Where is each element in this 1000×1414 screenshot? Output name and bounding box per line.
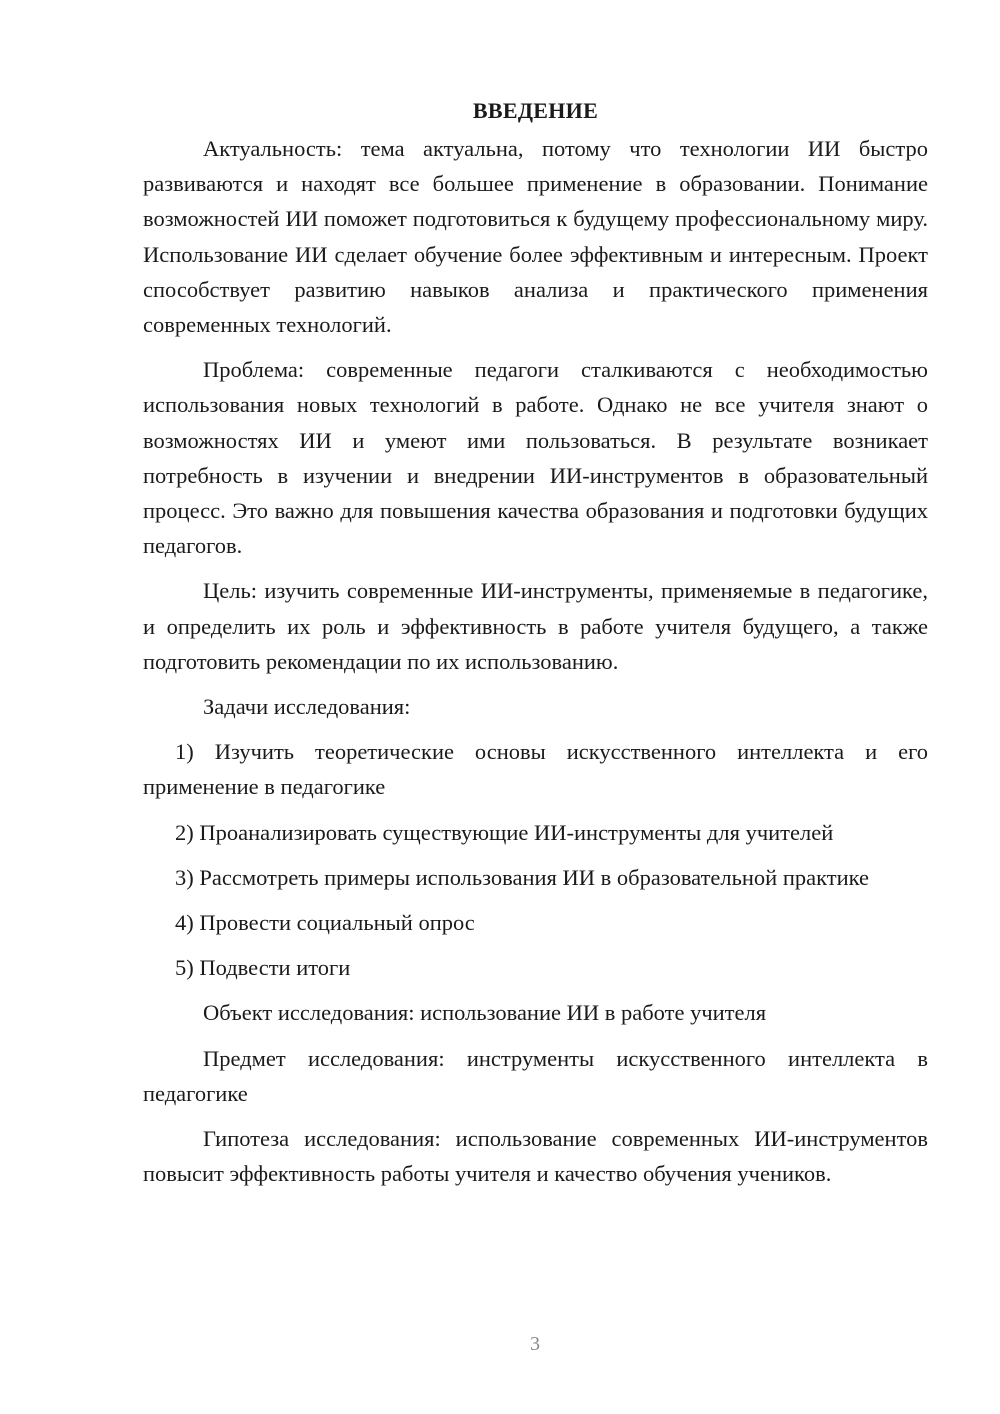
paragraph-problem: Проблема: современные педагоги сталкиваются с необходимостью использования новых технологий в работе. Однако не все учителя знают о возможностях ИИ и умеют ими пользоваться. В результате возникает потребность в изучении и внедрении ИИ-инструментов в образовательный процесс. Это важно для повышения качества образования и подготовки будущих педагогов. bbox=[143, 357, 928, 559]
document-page bbox=[143, 95, 928, 1201]
list-item: 2) Проанализировать существующие ИИ-инструменты для учителей bbox=[175, 819, 834, 845]
list-item: 4) Провести социальный опрос bbox=[175, 910, 475, 936]
paragraph-subject: Предмет исследования: инструменты искусственного интеллекта в педагогике bbox=[143, 1045, 928, 1106]
list-item: 5) Подвести итоги bbox=[175, 955, 351, 981]
tasks-heading: Задачи исследования: bbox=[203, 694, 411, 720]
list-item: 1) Изучить теоретические основы искусственного интеллекта и его применение в педагогике bbox=[143, 739, 928, 800]
paragraph-object: Объект исследования: использование ИИ в работе учителя bbox=[203, 1000, 767, 1026]
page-number: 3 bbox=[530, 1333, 540, 1355]
paragraph-goal: Цель: изучить современные ИИ-инструменты, применяемые в педагогике, и определить их роль и эффективность в работе учителя будущего, а также подготовить рекомендации по их использованию. bbox=[143, 578, 928, 674]
list-item: 3) Рассмотреть примеры использования ИИ в образовательной практике bbox=[175, 864, 869, 890]
document-heading: ВВЕДЕНИЕ bbox=[472, 98, 599, 123]
paragraph-relevance: Актуальность: тема актуальна, потому что технологии ИИ быстро развиваются и находят все большее применение в образовании. Понимание возможностей ИИ поможет подготовиться к будущему профессиональному миру. Использование ИИ сделает обучение более эффективным и интересным. Проект способствует развитию навыков анализа и практического применения современных технологий. bbox=[143, 136, 928, 338]
paragraph-hypothesis: Гипотеза исследования: использование современных ИИ-инструментов повысит эффективность работы учителя и качество обучения учеников. bbox=[143, 1126, 928, 1187]
